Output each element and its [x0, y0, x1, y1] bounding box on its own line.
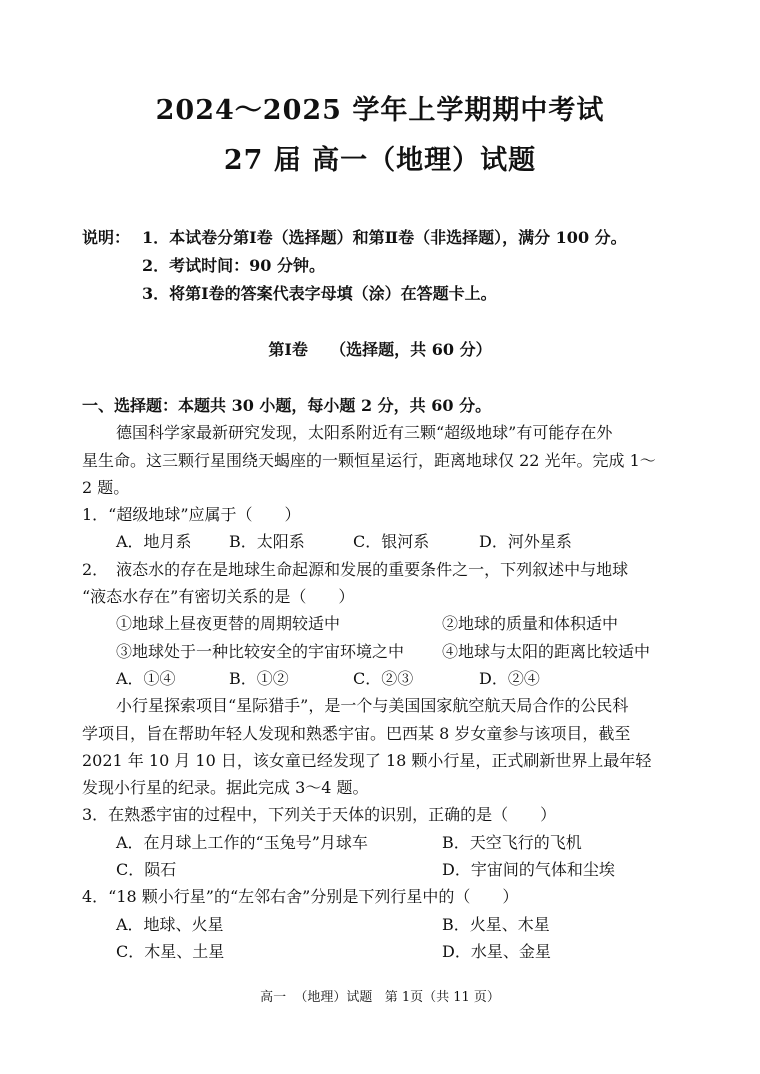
passage2-line: 小行星探索项目“星际猎手”，是一个与美国国家航空航天局合作的公民科	[116, 696, 629, 716]
part-heading: 一、选择题：本题共 30 小题，每小题 2 分，共 60 分。	[82, 396, 492, 415]
passage2-line: 2021 年 10 月 10 日，该女童已经发现了 18 颗小行星，正式刷新世界上最年轻	[82, 750, 652, 770]
section-heading: 第Ⅰ卷 （选择题，共 60 分）	[268, 340, 492, 359]
q3-option-a: A．在月球上工作的“玉兔号”月球车	[116, 832, 368, 852]
exam-title: 2024～2025 学年上学期期中考试	[155, 95, 605, 126]
q4-options-row	[82, 911, 680, 938]
q2-option-a: A．①④	[116, 668, 176, 688]
q3-option-c: C．陨石	[116, 860, 177, 880]
q2-statement-4: ④地球与太阳的距离比较适中	[442, 641, 651, 661]
q2-statements-row	[82, 610, 680, 637]
q2-options	[82, 665, 680, 692]
instructions	[82, 224, 627, 308]
q2-option-c: C．②③	[353, 668, 414, 688]
q2-statement-3: ③地球处于一种比较安全的宇宙环境之中	[116, 641, 405, 661]
q1-option-a: A．地月系	[116, 532, 192, 552]
q4-options-row	[82, 938, 680, 965]
q2-statement-2: ②地球的质量和体积适中	[442, 614, 619, 634]
q4-stem: 4．“18 颗小行星”的“左邻右舍”分别是下列行星中的（ ）	[82, 887, 519, 907]
instructions-label: 说明：	[82, 228, 131, 247]
passage1-line: 2 题。	[82, 477, 130, 497]
q3-option-d: D．宇宙间的气体和尘埃	[442, 860, 615, 880]
q3-option-b: B．天空飞行的飞机	[442, 832, 582, 852]
q3-options-row	[82, 856, 680, 883]
q4-option-b: B．火星、木星	[442, 914, 550, 934]
q2-statement-1: ①地球上昼夜更替的周期较适中	[116, 614, 341, 634]
instruction-3: 3．将第Ⅰ卷的答案代表字母填（涂）在答题卡上。	[142, 284, 497, 303]
q4-option-a: A．地球、火星	[116, 914, 224, 934]
q1-stem: 1．“超级地球”应属于（ ）	[82, 505, 301, 525]
passage2-line: 发现小行星的纪录。据此完成 3～4 题。	[82, 778, 369, 798]
passage1-line: 星生命。这三颗行星围绕天蝎座的一颗恒星运行，距离地球仅 22 光年。完成 1～	[82, 450, 656, 470]
passage2-line: 学项目，旨在帮助年轻人发现和熟悉宇宙。巴西某 8 岁女童参与该项目，截至	[82, 723, 631, 743]
passage1-line: 德国科学家最新研究发现，太阳系附近有三颗“超级地球”有可能存在外	[116, 423, 613, 443]
q2-option-b: B．①②	[229, 668, 289, 688]
q1-option-d: D．河外星系	[479, 532, 572, 552]
instruction-1: 1．本试卷分第Ⅰ卷（选择题）和第Ⅱ卷（非选择题），满分 100 分。	[142, 228, 627, 247]
page-footer: 高一 （地理）试题 第 1页（共 11 页）	[260, 990, 500, 1005]
q2-statements-row	[82, 638, 680, 665]
q3-options-row	[82, 829, 680, 856]
q2-stem: 2． 液态水的存在是地球生命起源和发展的重要条件之一，下列叙述中与地球	[82, 559, 629, 579]
questions-body	[82, 392, 680, 965]
q2-stem-cont: “液态水存在”有密切关系的是（ ）	[82, 587, 355, 607]
q1-option-b: B．太阳系	[229, 532, 305, 552]
q2-option-d: D．②④	[479, 668, 540, 688]
q1-options	[82, 528, 680, 555]
instruction-2: 2．考试时间：90 分钟。	[142, 256, 325, 275]
exam-subtitle: 27 届 高一（地理）试题	[223, 145, 537, 176]
q1-option-c: C．银河系	[353, 532, 430, 552]
q4-option-c: C．木星、土星	[116, 941, 225, 961]
q4-option-d: D．水星、金星	[442, 941, 551, 961]
q3-stem: 3．在熟悉宇宙的过程中，下列关于天体的识别，正确的是（ ）	[82, 805, 557, 825]
